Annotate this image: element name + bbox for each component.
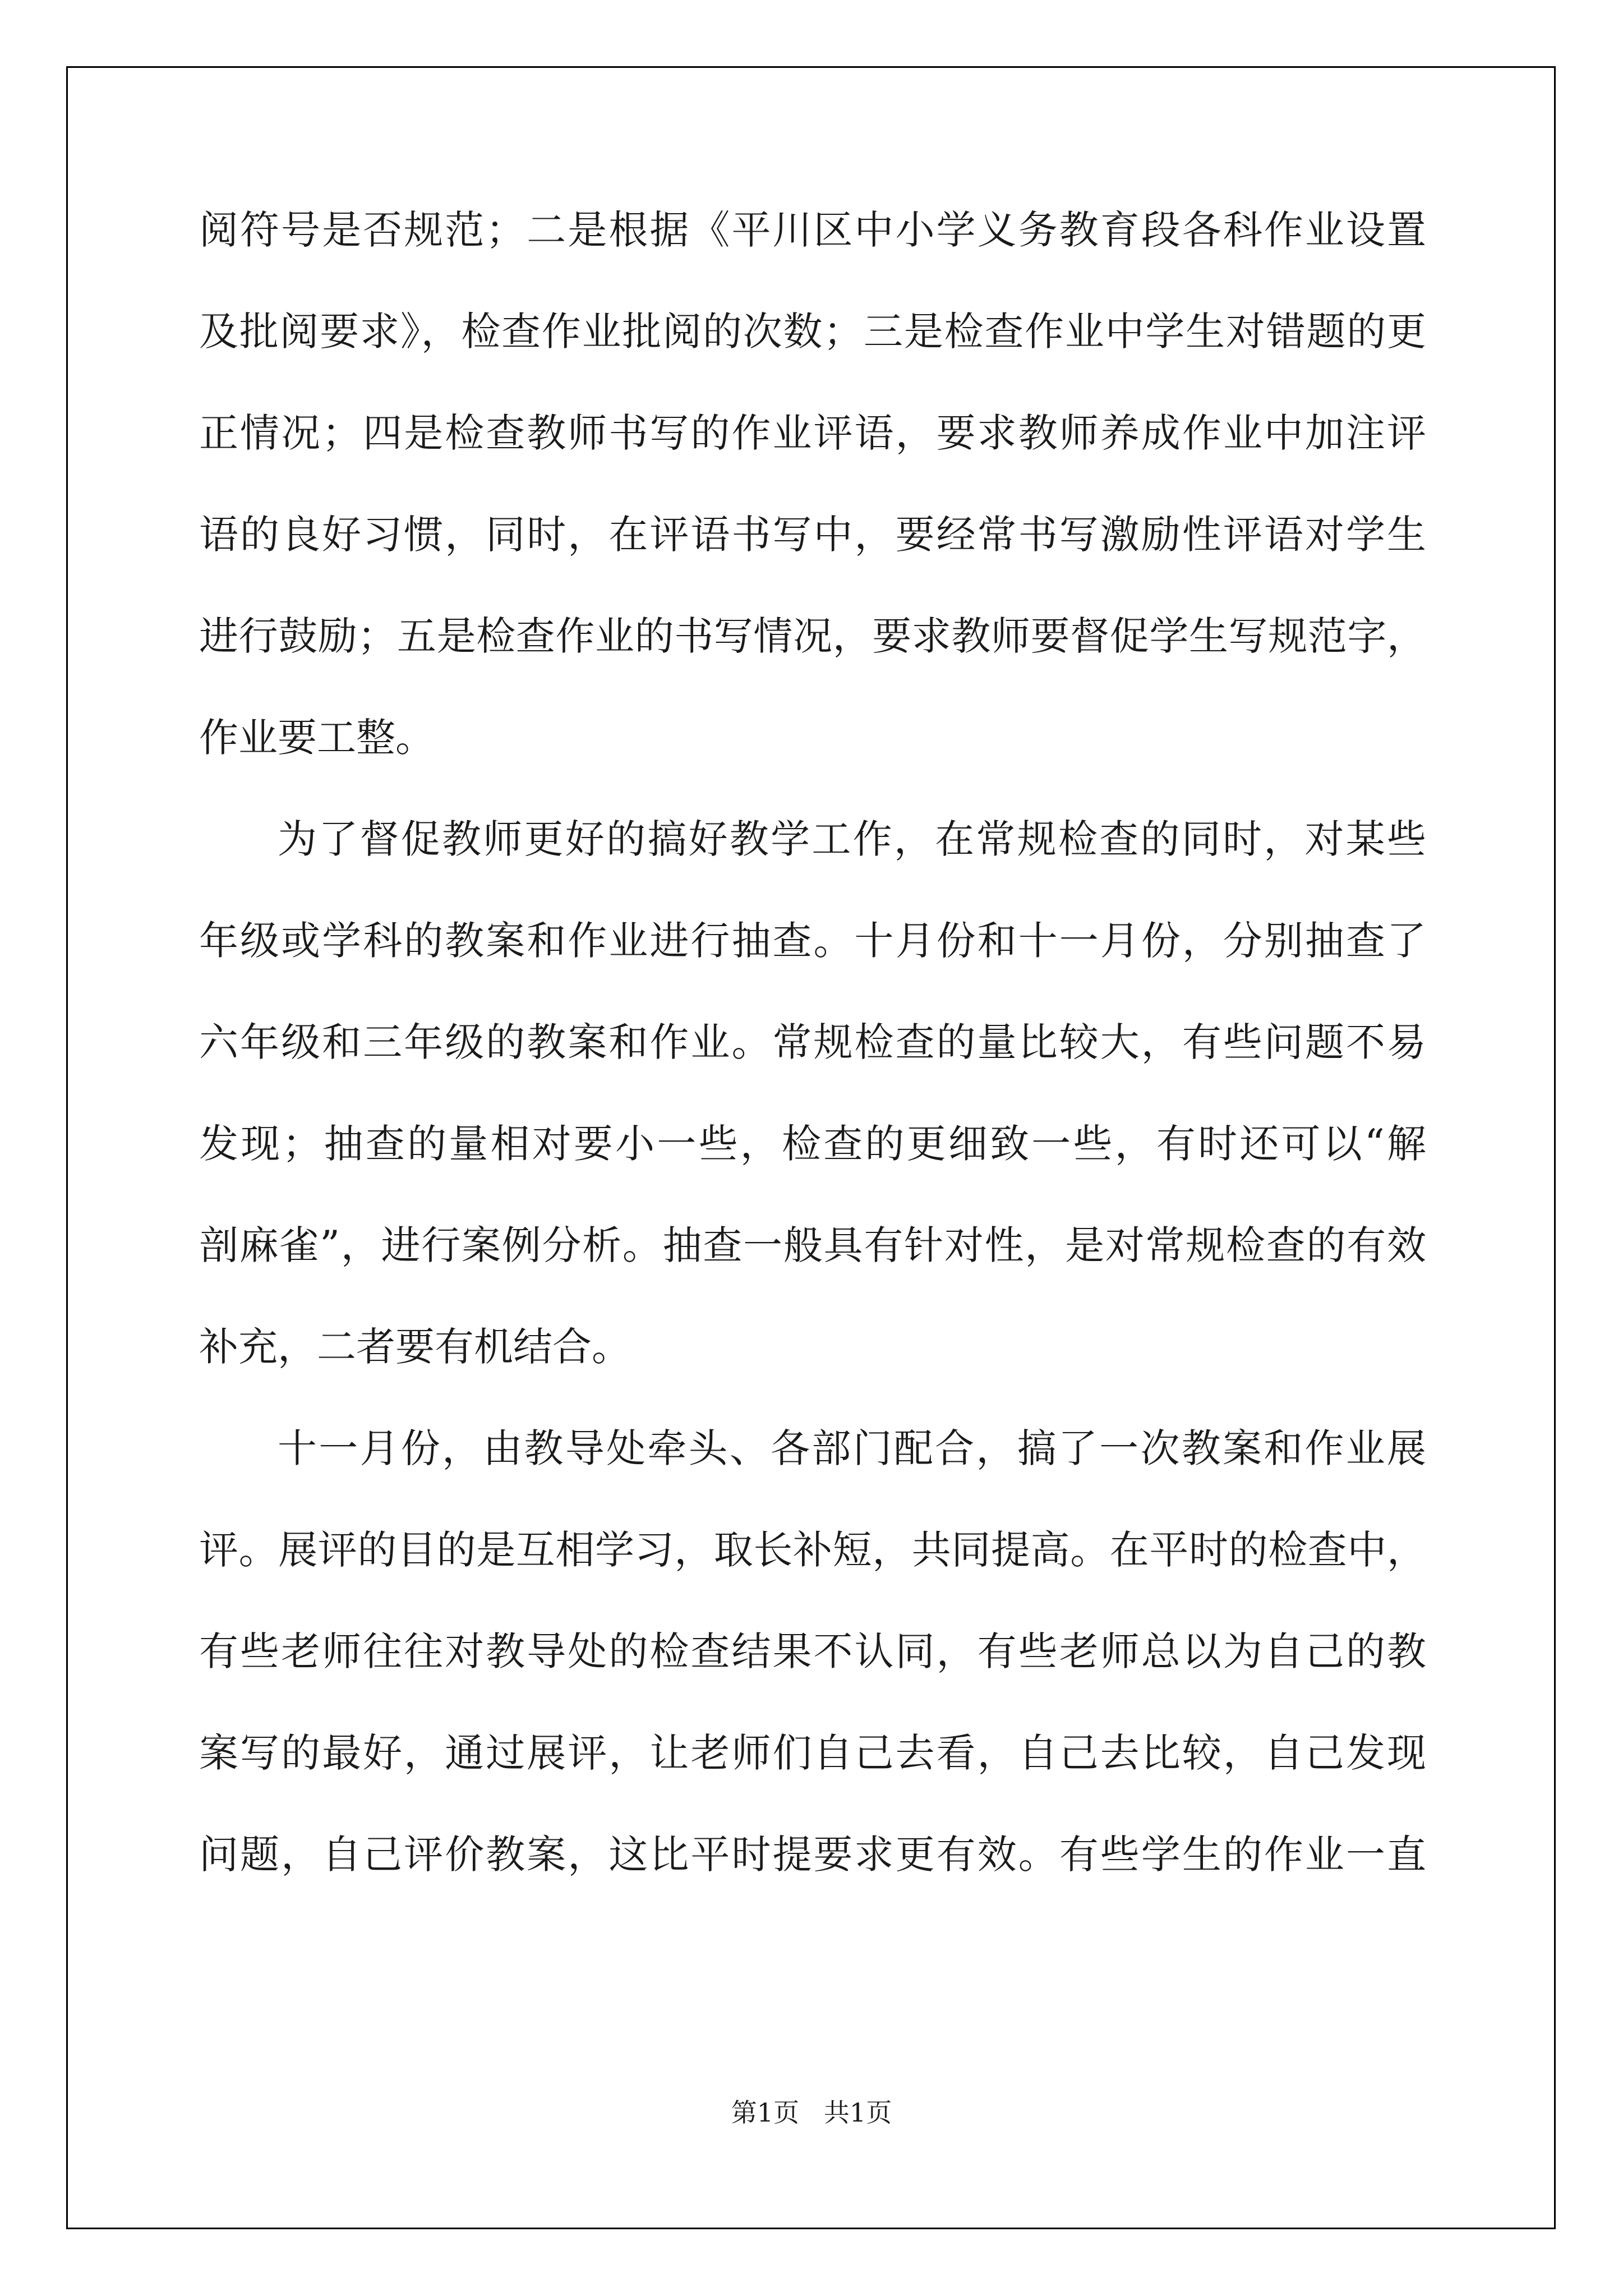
text-line: 案写的最好，通过展评，让老师们自己去看，自己去比较，自己发现 bbox=[199, 1730, 1426, 1776]
text-line: 及批阅要求》，检查作业批阅的次数；三是检查作业中学生对错题的更 bbox=[199, 309, 1426, 355]
text-line: 阅符号是否规范；二是根据《平川区中小学义务教育段各科作业设置 bbox=[199, 207, 1426, 253]
document-body bbox=[199, 208, 1426, 1934]
text-line: 语的良好习惯，同时，在评语书写中，要经常书写激励性评语对学生 bbox=[199, 512, 1426, 558]
text-line: 年级或学科的教案和作业进行抽查。十月份和十一月份，分别抽查了 bbox=[199, 918, 1426, 964]
text-line: 问题，自己评价教案，这比平时提要求更有效。有些学生的作业一直 bbox=[199, 1832, 1426, 1878]
text-line: 六年级和三年级的教案和作业。常规检查的量比较大，有些问题不易 bbox=[199, 1019, 1426, 1065]
text-line: 作业要工整。 bbox=[199, 715, 435, 761]
text-line: 发现；抽查的量相对要小一些，检查的更细致一些，有时还可以“解 bbox=[199, 1121, 1426, 1167]
text-line: 为了督促教师更好的搞好教学工作，在常规检查的同时，对某些 bbox=[278, 816, 1426, 862]
text-line: 剖麻雀”，进行案例分析。抽查一般具有针对性，是对常规检查的有效 bbox=[199, 1222, 1426, 1268]
text-line: 补充，二者要有机结合。 bbox=[199, 1324, 631, 1370]
text-line: 十一月份，由教导处牵头、各部门配合，搞了一次教案和作业展 bbox=[278, 1425, 1426, 1471]
text-line: 正情况；四是检查教师书写的作业评语，要求教师养成作业中加注评 bbox=[199, 410, 1426, 456]
text-line: 有些老师往往对教导处的检查结果不认同，有些老师总以为自己的教 bbox=[199, 1628, 1426, 1674]
text-line: 评。展评的目的是互相学习，取长补短，共同提高。在平时的检查中， bbox=[199, 1527, 1426, 1573]
text-line: 进行鼓励；五是检查作业的书写情况，要求教师要督促学生写规范字， bbox=[199, 613, 1426, 659]
page-footer: 第1页 共1页 bbox=[731, 2097, 892, 2128]
